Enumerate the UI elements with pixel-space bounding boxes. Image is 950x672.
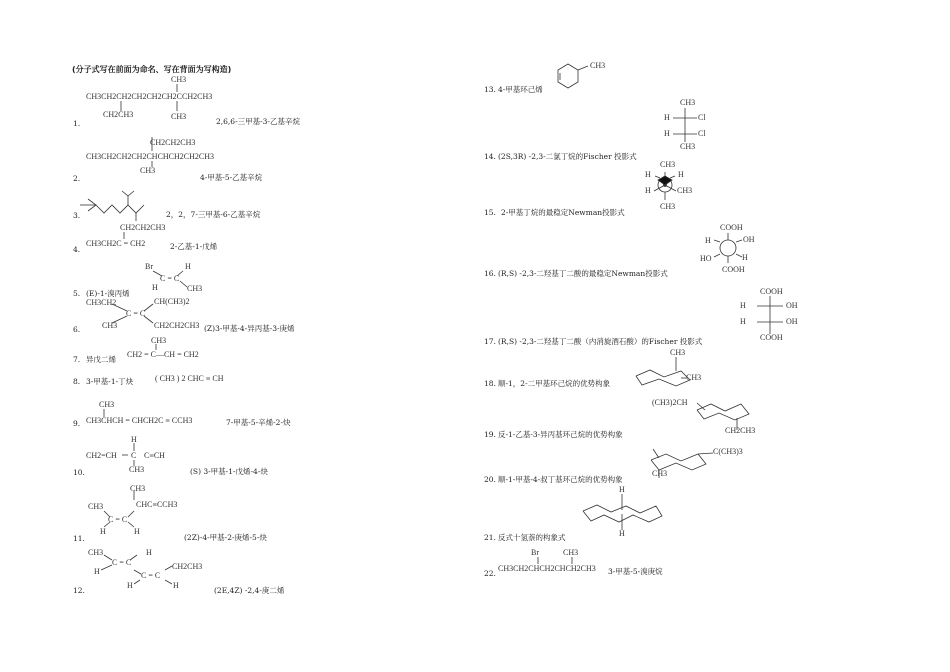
q15-lower-left: H	[645, 186, 651, 195]
q12-ch3: CH3	[88, 548, 104, 557]
q18-number: 18.	[484, 379, 496, 388]
q17-row2-left: H	[740, 317, 746, 326]
q2-formula-main: CH3CH2CH2CH2CHCHCH2CH2CH3	[86, 152, 215, 161]
q15-upper-right: H	[678, 170, 684, 179]
q3-number: 3.	[73, 211, 81, 220]
q11-h2: H	[134, 527, 140, 536]
q20-tbutyl: C(CH3)3	[713, 447, 743, 456]
q1-name: 2,6,6-三甲基-3-乙基辛烷	[216, 117, 300, 126]
q15-upper-left: H	[645, 170, 651, 179]
q5-ch3: CH3	[187, 284, 203, 293]
q11-ch3-top: CH3	[130, 484, 146, 493]
q4-formula-top: CH2CH2CH3	[120, 223, 166, 232]
q19-ethyl: CH2CH3	[725, 426, 756, 435]
q1-formula-main: CH3CH2CH2CH2CH2CH2CCH2CH3	[86, 92, 213, 101]
q8-name: 3-甲基-1-丁炔	[86, 377, 134, 386]
q15-bottom: CH3	[660, 202, 676, 211]
q20-number: 20.	[484, 475, 496, 484]
q2-formula-top: CH2CH2CH3	[150, 138, 196, 147]
q12-double-bond-1: C = C	[112, 558, 132, 567]
q17-row2-right: OH	[786, 317, 798, 326]
q13-number: 13.	[484, 85, 496, 94]
q11-ch3-left: CH3	[88, 502, 104, 511]
q6-number: 6.	[73, 325, 81, 334]
q10-name: (S) 3-甲基-1-戊烯-4-炔	[190, 467, 268, 476]
q17-top: COOH	[760, 287, 783, 296]
q11-name: (2Z)-4-甲基-2-庚烯-5-炔	[184, 533, 267, 542]
instructions-header: (分子式写在前面为命名、写在背面为写构造)	[72, 65, 232, 74]
q6-top-left: CH3CH2	[86, 298, 117, 307]
q7-name: 异戊二烯	[86, 355, 116, 364]
q10-number: 10.	[73, 468, 85, 477]
q12-h1: H	[146, 548, 152, 557]
q1-number: 1.	[73, 119, 81, 128]
q17-number: 17.	[484, 337, 496, 346]
q2-name: 4-甲基-5-乙基辛烷	[200, 173, 263, 182]
q12-name: (2E,4Z) -2,4-庚二烯	[214, 586, 285, 595]
q5-br: Br	[145, 262, 153, 271]
q16-left: H	[705, 236, 711, 245]
q12-h4: H	[173, 581, 179, 590]
q12-number: 12.	[73, 586, 85, 595]
q16-bottom-right: H	[742, 253, 748, 262]
q3-name: 2，2，7-三甲基-6-乙基辛烷	[166, 210, 261, 219]
q15-name: 2-甲基丁烷的最稳定Newman投影式	[501, 208, 625, 217]
q6-double-bond: C = C	[126, 309, 146, 318]
q2-formula-bottom: CH3	[140, 166, 156, 175]
q5-double-bond: C = C	[160, 274, 180, 283]
q10-alkyne: C≡CH	[144, 451, 165, 460]
q16-bottom: COOH	[722, 265, 745, 274]
q14-bottom: CH3	[680, 142, 696, 151]
q22-name: 3-甲基-5-溴庚烷	[608, 567, 663, 576]
q7-main: CH2 = C—CH = CH2	[127, 350, 199, 359]
q19-name: 反-1-乙基-3-异丙基环己烷的优势构象	[498, 430, 623, 439]
q4-name: 2-乙基-1-戊烯	[170, 242, 218, 251]
q11-h1: H	[100, 527, 106, 536]
q16-top: COOH	[720, 223, 743, 232]
q19-isopropyl: (CH3)2CH	[652, 398, 688, 407]
q21-h-top: H	[619, 485, 625, 494]
q4-number: 4.	[73, 245, 81, 254]
q10-vinyl: CH2=CH	[86, 451, 117, 460]
q14-row2-right: Cl	[698, 129, 706, 138]
q15-number: 15.	[484, 208, 496, 217]
q12-ethyl: CH2CH3	[172, 562, 203, 571]
q12-double-bond-2: C = C	[141, 571, 161, 580]
q11-number: 11.	[73, 534, 85, 543]
q22-number: 22.	[484, 569, 496, 578]
q11-double-bond: C = C	[108, 515, 128, 524]
q16-number: 16.	[484, 269, 496, 278]
q1-formula-bottom: CH3	[171, 112, 187, 121]
q17-row1-right: OH	[786, 301, 798, 310]
q5-name: (E)-1-溴丙烯	[86, 289, 130, 298]
q17-name: (R,S) -2,3-二羟基丁二酸（内消旋酒石酸）的Fischer 投影式	[498, 337, 703, 346]
q19-number: 19.	[484, 430, 496, 439]
q5-h2: H	[152, 283, 158, 292]
q6-name: (Z)3-甲基-4-异丙基-3-庚烯	[204, 324, 295, 333]
q6-top-right: CH(CH3)2	[154, 297, 190, 306]
q18-name: 顺-1，2-二甲基环己烷的优势构象	[498, 379, 611, 388]
q10-ch3: CH3	[129, 465, 145, 474]
q14-row2-left: H	[664, 129, 670, 138]
q17-row1-left: H	[740, 301, 746, 310]
q1-formula-sub: CH2CH3	[103, 110, 134, 119]
q18-ch3-axial: CH3	[670, 348, 686, 357]
q1-formula-top: CH3	[171, 75, 187, 84]
q10-center-carbon: C	[131, 451, 137, 460]
q21-number: 21.	[484, 533, 496, 542]
q7-ch3: CH3	[151, 336, 167, 345]
q20-ch3: CH3	[652, 469, 668, 478]
q10-h: H	[131, 435, 137, 444]
q11-tail: CHC≡CCH3	[136, 500, 178, 509]
q21-h-bottom: H	[619, 529, 625, 538]
q21-name: 反式十氢萘的构象式	[498, 533, 566, 542]
q13-name: 4-甲基环己烯	[498, 85, 543, 94]
q9-name: 7-甲基-5-辛烯-2-炔	[226, 418, 291, 427]
q15-top: CH3	[660, 160, 676, 169]
q16-name: (R,S) -2,3-二羟基丁二酸的最稳定Newman投影式	[498, 269, 668, 278]
q8-formula: ( CH3 ) 2 CHC ≡ CH	[155, 374, 224, 383]
q15-lower-right: CH3	[677, 186, 693, 195]
q6-bottom-right: CH2CH2CH3	[154, 321, 200, 330]
q9-main: CH3CHCH = CHCH2C ≡ CCH3	[86, 416, 193, 425]
q5-h1: H	[185, 262, 191, 271]
q18-ch3-equatorial: CH3	[686, 373, 702, 382]
q22-br: Br	[531, 548, 539, 557]
q5-number: 5.	[73, 289, 81, 298]
q9-number: 9.	[73, 419, 81, 428]
q2-number: 2.	[73, 174, 81, 183]
q6-bottom-left: CH3	[102, 321, 118, 330]
q14-name: (2S,3R) -2,3-二氯丁烷的Fischer 投影式	[498, 152, 637, 161]
q7-number: 7.	[73, 355, 81, 364]
q16-right: OH	[743, 235, 755, 244]
q14-row1-left: H	[664, 113, 670, 122]
q22-ch3: CH3	[563, 548, 579, 557]
q13-ch3: CH3	[590, 61, 606, 70]
q22-main: CH3CH2CHCH2CHCH2CH3	[498, 564, 596, 573]
q14-top: CH3	[680, 98, 696, 107]
q17-bottom: COOH	[760, 333, 783, 342]
q20-name: 顺-1-甲基-4-叔丁基环己烷的优势构象	[498, 475, 623, 484]
q14-row1-right: Cl	[698, 113, 706, 122]
q9-ch3: CH3	[99, 400, 115, 409]
q12-h2: H	[94, 567, 100, 576]
q16-bottom-left: HO	[700, 254, 712, 263]
q4-formula-main: CH3CH2C = CH2	[86, 239, 146, 248]
q8-number: 8.	[73, 377, 81, 386]
q14-number: 14.	[484, 152, 496, 161]
q12-h3: H	[127, 581, 133, 590]
